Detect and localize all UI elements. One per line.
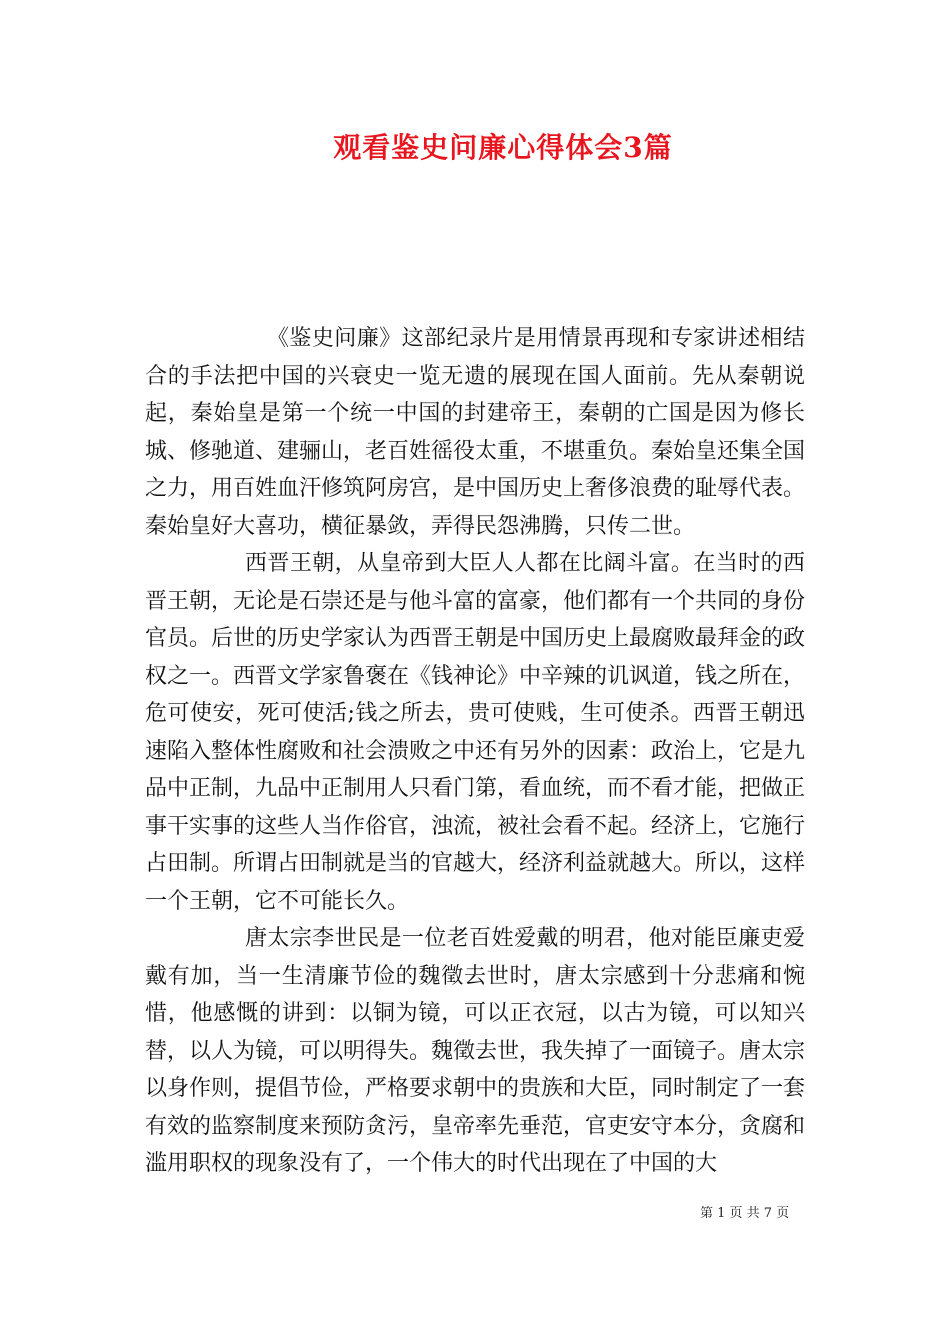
paragraph-western-jin: 西晋王朝，从皇帝到大臣人人都在比阔斗富。在当时的西晋王朝，无论是石崇还是与他斗富的富豪，他们都有一个共同的身份官员。后世的历史学家认为西晋王朝是中国历史上最腐败最拜金的政权之一。西晋文学家鲁褒在《钱神论》中辛辣的讥讽道，钱之所在，危可使安，死可使活;钱之所去，贵可使贱，生可使杀。西晋王朝迅速陷入整体性腐败和社会溃败之中还有另外的因素：政治上，它是九品中正制，九品中正制用人只看门第，看血统，而不看才能，把做正事干实事的这些人当作俗官，浊流，被社会看不起。经济上，它施行占田制。所谓占田制就是当的官越大，经济利益就越大。所以，这样一个王朝，它不可能长久。 xyxy=(145,551,806,914)
document-title: 观看鉴史问廉心得体会3篇 xyxy=(333,131,673,164)
document-body xyxy=(145,320,805,1183)
paragraph-qin: 《鉴史问廉》这部纪录片是用情景再现和专家讲述相结合的手法把中国的兴衰史一览无遗的展现在国人面前。先从秦朝说起，秦始皇是第一个统一中国的封建帝王，秦朝的亡国是因为修长城、修驰道、建骊山，老百姓徭役太重，不堪重负。秦始皇还集全国之力，用百姓血汗修筑阿房宫，是中国历史上奢侈浪费的耻辱代表。秦始皇好大喜功，横征暴敛，弄得民怨沸腾，只传二世。 xyxy=(145,326,806,539)
paragraph-tang: 唐太宗李世民是一位老百姓爱戴的明君，他对能臣廉吏爱戴有加，当一生清廉节俭的魏徵去世时，唐太宗感到十分悲痛和惋惜，他感慨的讲到：以铜为镜，可以正衣冠，以古为镜，可以知兴替，以人为镜，可以明得失。魏徵去世，我失掉了一面镜子。唐太宗以身作则，提倡节俭，严格要求朝中的贵族和大臣，同时制定了一套有效的监察制度来预防贪污，皇帝率先垂范，官吏安守本分，贪腐和滥用职权的现象没有了，一个伟大的时代出现在了中国的大 xyxy=(145,926,806,1176)
page-number-footer: 第 1 页 共 7 页 xyxy=(700,1206,790,1221)
